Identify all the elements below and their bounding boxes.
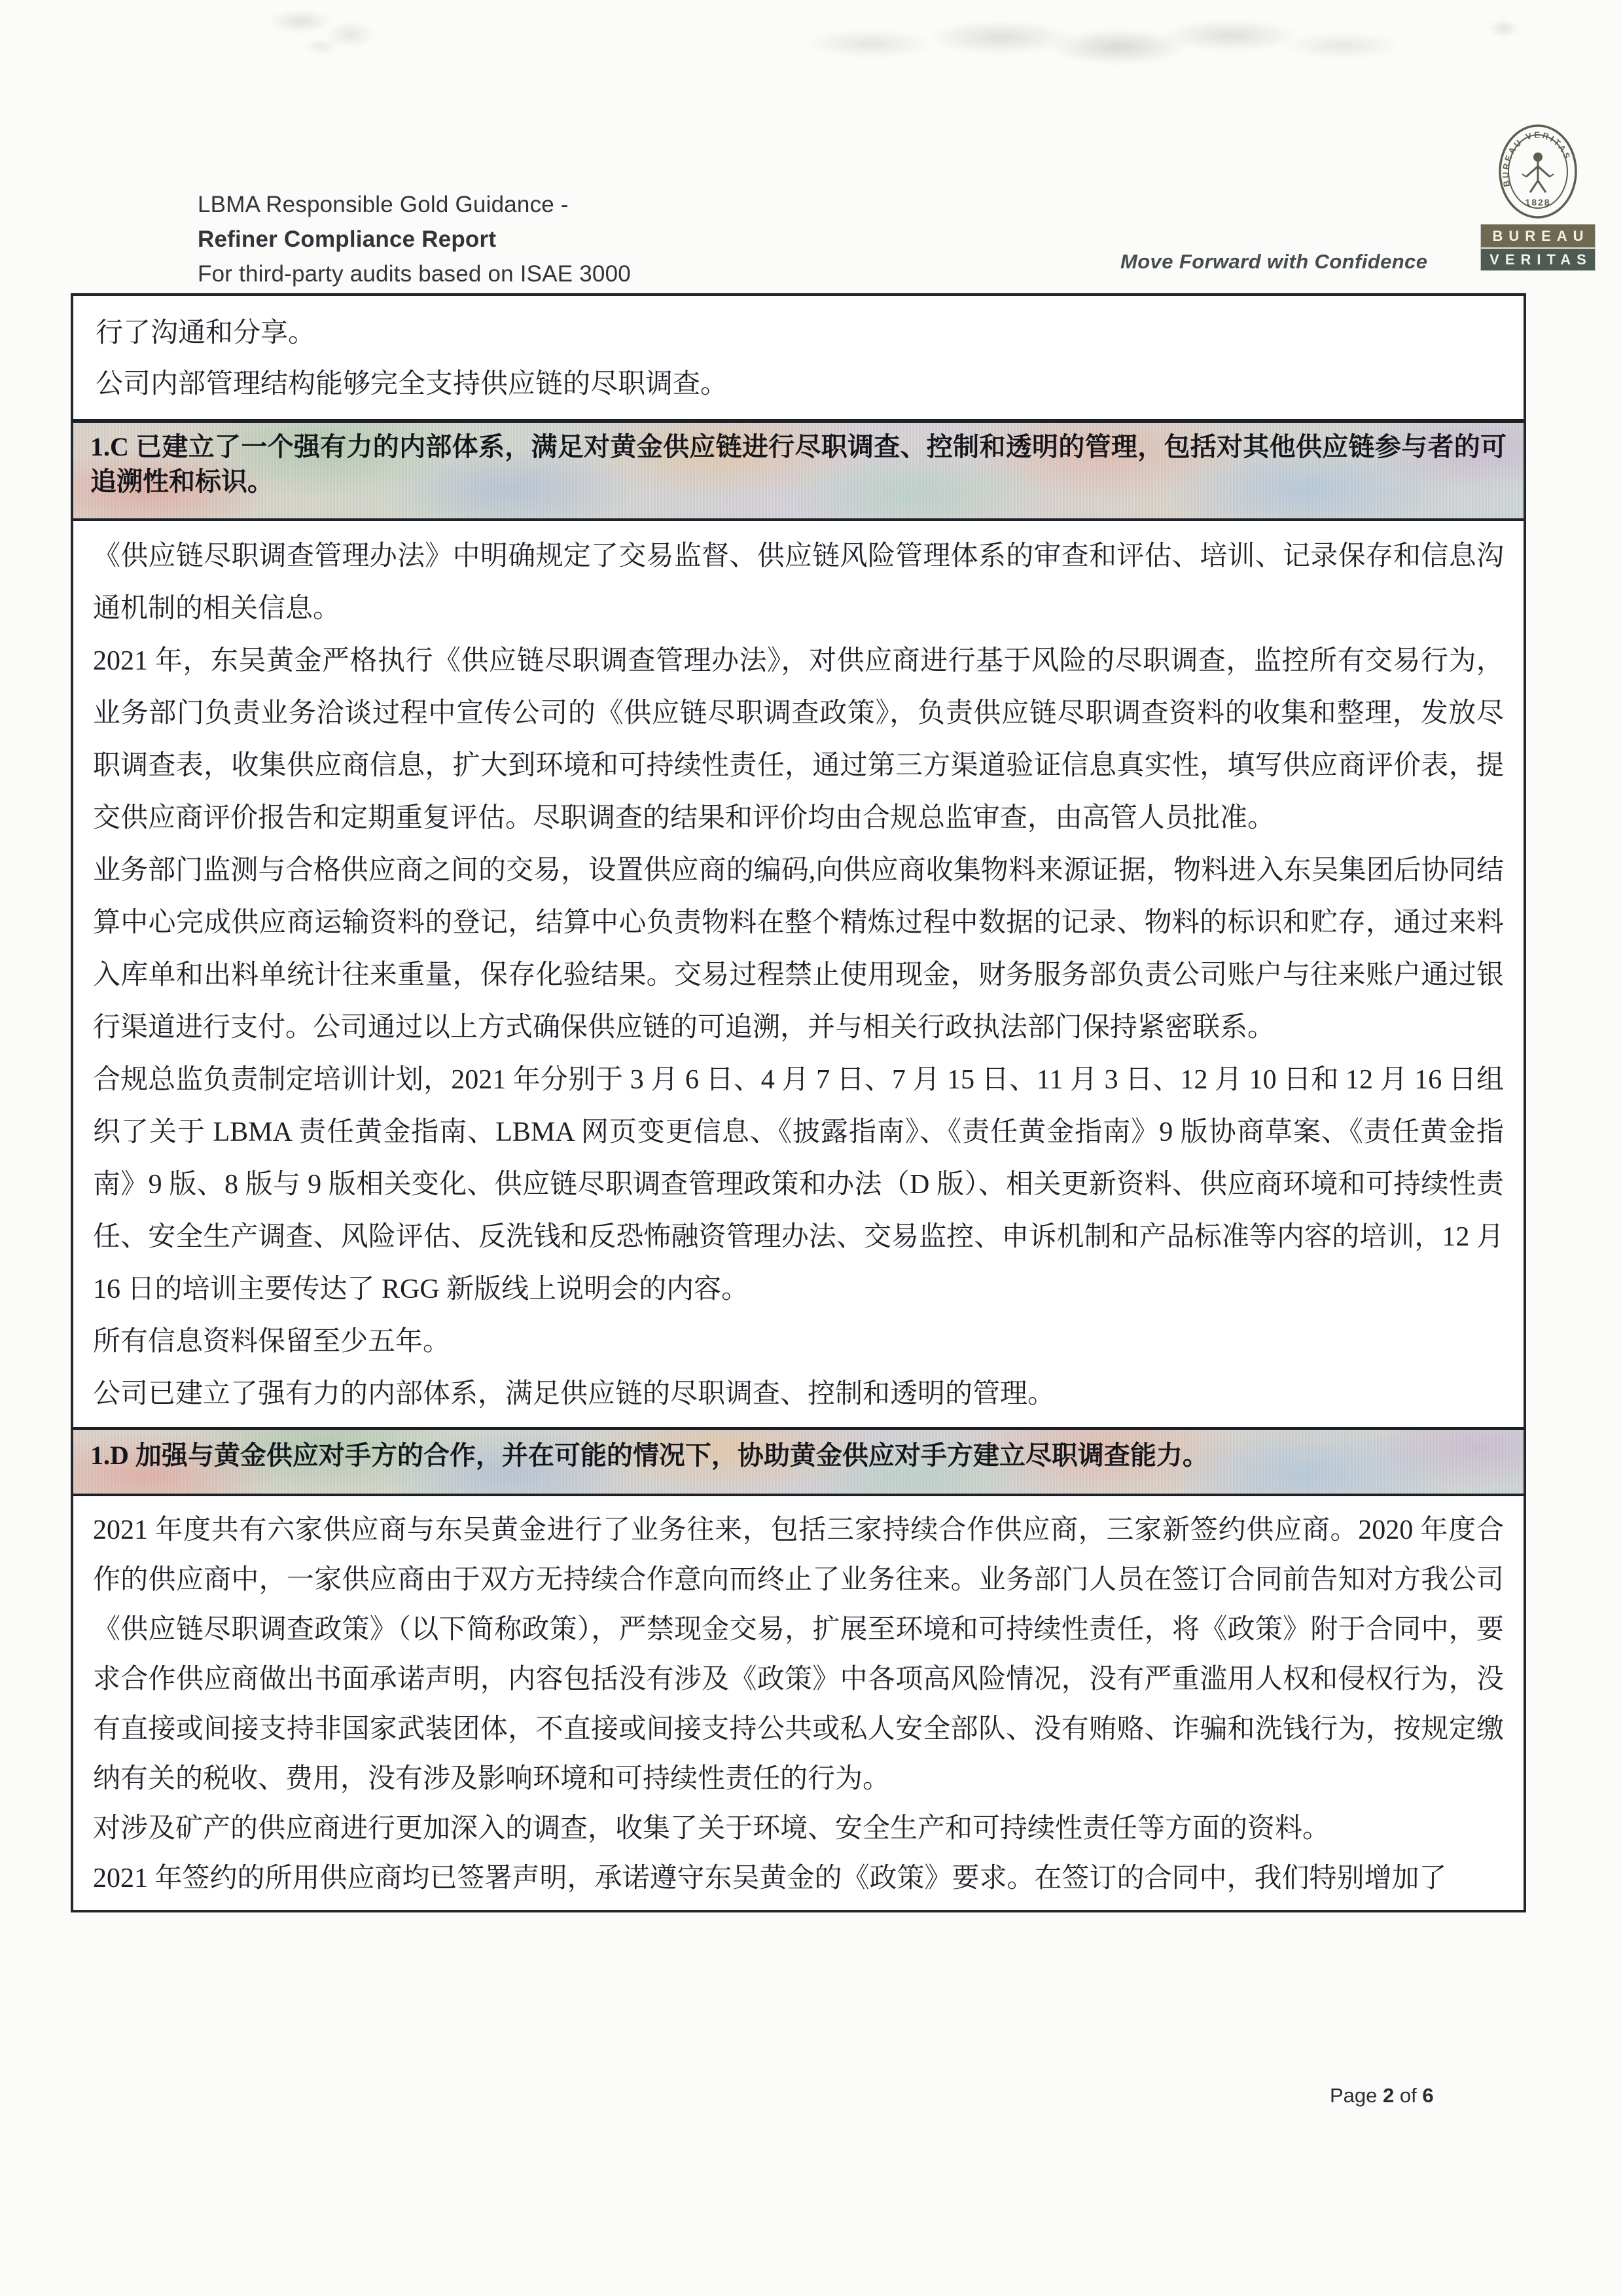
section-c-heading: 1.C 已建立了一个强有力的内部体系，满足对黄金供应链进行尽职调查、控制和透明的管理，包括对其他供应链参与者的可追溯性和标识。 [73,419,1524,521]
page-of-label: of [1399,2084,1417,2107]
logo-bar-bureau: BUREAU [1481,224,1595,247]
title-line-3: For third-party audits based on ISAE 3000 [198,261,631,287]
paragraph: 行了沟通和分享。 [96,318,316,348]
page-total: 6 [1422,2084,1434,2107]
logo-wordmark [1480,224,1596,271]
title-line-2: Refiner Compliance Report [198,226,497,252]
bureau-veritas-logo [1480,123,1596,271]
bureau-veritas-seal [1497,123,1578,220]
page-number [1330,2084,1434,2108]
section-c-body [73,521,1524,1427]
paragraph: 公司已建立了强有力的内部体系，满足供应链的尽职调查、控制和透明的管理。 [93,1379,1056,1409]
paragraph: 《供应链尽职调查管理办法》中明确规定了交易监督、供应链风险管理体系的审查和评估、培训、记录保存和信息沟通机制的相关信息。 [93,541,1504,624]
paragraph: 2021 年，东吴黄金严格执行《供应链尽职调查管理办法》，对供应商进行基于风险的尽职调查，监控所有交易行为，业务部门负责业务洽谈过程中宣传公司的《供应链尽职调查政策》，负责供应链尽职调查资料的收集和整理，发放尽职调查表，收集供应商信息，扩大到环境和可持续性责任，通过第三方渠道验证信息真实性，填写供应商评价表，提交供应商评价报告和定期重复评估。尽职调查的结果和评价均由合规总监审查，由高管人员批准。 [93,646,1504,833]
paragraph: 业务部门监测与合格供应商之间的交易，设置供应商的编码,向供应商收集物料来源证据，物料进入东吴集团后协同结算中心完成供应商运输资料的登记，结算中心负责物料在整个精炼过程中数据的记录、物料的标识和贮存，通过来料入库单和出料单统计往来重量，保存化验结果。交易过程禁止使用现金，财务服务部负责公司账户与往来账户通过银行渠道进行支付。公司通过以上方式确保供应链的可追溯，并与相关行政执法部门保持紧密联系。 [93,855,1504,1043]
seal-arc-text: BUREAU VERITAS [1500,130,1573,188]
logo-bar-veritas: VERITAS [1481,247,1595,270]
paragraph: 2021 年签约的所用供应商均已签署声明，承诺遵守东吴黄金的《政策》要求。在签订的合同中，我们特别增加了 [93,1863,1447,1893]
title-line-1: LBMA Responsible Gold Guidance - [198,192,569,217]
seal-year: 1828 [1525,197,1551,207]
intro-section [73,296,1524,419]
paragraph: 所有信息资料保留至少五年。 [93,1327,451,1357]
seal-figure-icon [1522,152,1554,192]
section-d-body [73,1496,1524,1910]
paragraph: 公司内部管理结构能够完全支持供应链的尽职调查。 [96,369,728,399]
document-title [198,187,631,291]
paragraph: 对涉及矿产的供应商进行更加深入的调查，收集了关于环境、安全生产和可持续性责任等方面的资料。 [93,1814,1330,1844]
content-table [71,293,1526,1912]
brand-tagline: Move Forward with Confidence [1120,250,1428,273]
page-label: Page [1330,2084,1378,2107]
paragraph: 2021 年度共有六家供应商与东吴黄金进行了业务往来，包括三家持续合作供应商，三家新签约供应商。2020 年度合作的供应商中，一家供应商由于双方无持续合作意向而终止了业务往来。业务部门人员在签订合同前告知对方我公司《供应链尽职调查政策》（以下简称政策），严禁现金交易，扩展至环境和可持续性责任，将《政策》附于合同中，要求合作供应商做出书面承诺声明，内容包括没有涉及《政策》中各项高风险情况，没有严重滥用人权和侵权行为，没有直接或间接支持非国家武装团体，不直接或间接支持公共或私人安全部队、没有贿赂、诈骗和洗钱行为，按规定缴纳有关的税收、费用，没有涉及影响环境和可持续性责任的行为。 [93,1515,1504,1794]
scan-smudge [259,4,397,54]
scan-smudge [795,9,1417,72]
page-current: 2 [1383,2084,1395,2107]
scan-smudge [1478,13,1530,43]
paragraph: 合规总监负责制定培训计划，2021 年分别于 3 月 6 日、4 月 7 日、7 月 15 日、11 月 3 日、12 月 10 日和 12 月 16 日组织了关于 LBMA 责任黄金指南、LBMA 网页变更信息、《披露指南》、《责任黄金指南》9 版协商草案、《责任黄金指南》9 版、8 版与 9 版相关变化、供应链尽职调查管理政策和办法（D 版）、相关更新资料、供应商环境和可持续性责任、安全生产调查、风险评估、反洗钱和反恐怖融资管理办法、交易监控、申诉机制和产品标准等内容的培训，12 月 16 日的培训主要传达了 RGG 新版线上说明会的内容。 [93,1065,1504,1304]
section-d-heading: 1.D 加强与黄金供应对手方的合作，并在可能的情况下，协助黄金供应对手方建立尽职调查能力。 [73,1427,1524,1496]
